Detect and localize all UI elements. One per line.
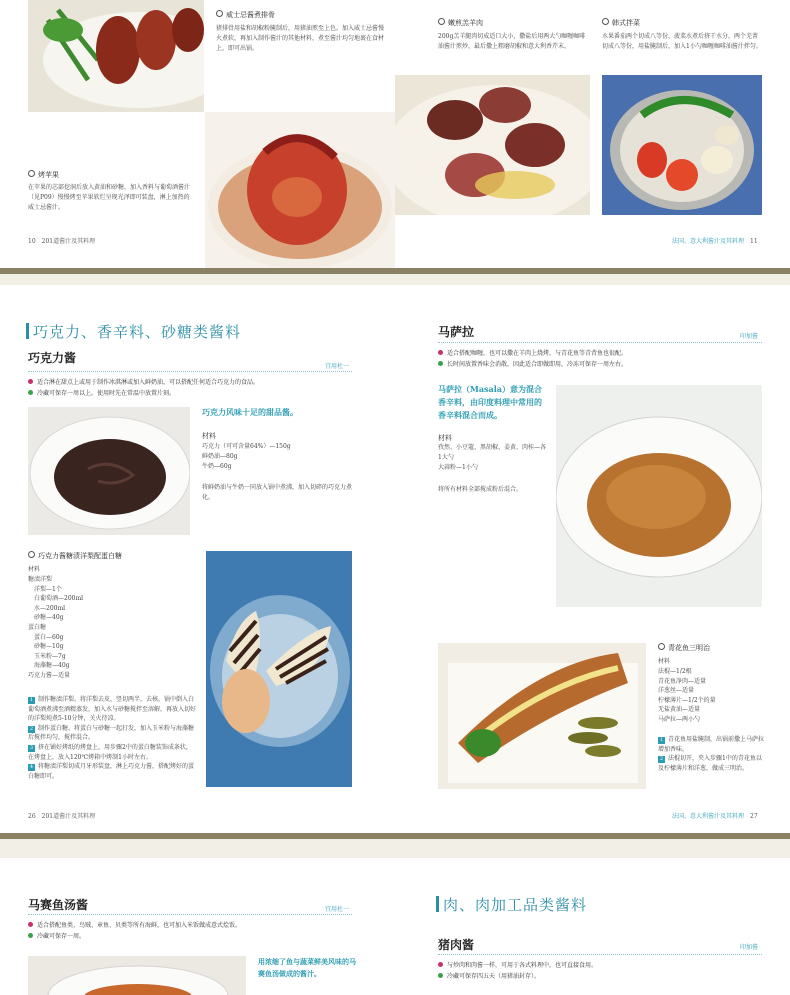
mackerel-sandwich-photo: [438, 643, 646, 789]
ingredient-item: 玉米粉—7g: [28, 652, 66, 660]
green-bullet-icon: [438, 973, 443, 978]
page-number: 11: [750, 238, 758, 245]
book-spread-middle: [0, 285, 790, 833]
sub-recipe-title: 青花鱼三明治: [668, 644, 710, 652]
ingredient-item: 砂糖—10g: [28, 643, 64, 651]
ingredient-item: 青花鱼净肉—适量: [658, 677, 707, 685]
green-bullet-icon: [438, 361, 443, 366]
bouillabaisse-sauce-photo: [28, 956, 246, 995]
spread-divider: [0, 268, 790, 274]
sub-ingredients-label: 材料: [658, 658, 671, 665]
storage-note: 冷藏可保存四五天（用猪油封存）。: [447, 973, 541, 980]
masala-spice-photo: [556, 385, 762, 607]
recipe-tag: 宜用杜一: [325, 906, 350, 913]
ingredient-item: 鲜奶油—80g: [202, 453, 238, 460]
sub-ingredients-label: 材料: [28, 566, 41, 573]
storage-note: 冷藏可保存一周。: [37, 933, 86, 940]
pink-bullet-icon: [28, 922, 33, 927]
step-item: 1 制作糖渍洋梨。将洋梨去皮，竖切两半，去核。锅中倒入白葡萄酒煮沸至酒精蒸发，加入水与砂糖搅拌至溶解，再放入切好的洋梨炖煮5-10分钟，关火待凉。: [28, 696, 197, 723]
chapter-marker: [26, 323, 29, 339]
method-text: 将所有材料全部搅成粉后混合。: [438, 486, 523, 493]
recipe-title: 猪肉酱: [438, 938, 475, 952]
step-item: 1 青花鱼用盐腌制，出锅前撒上马萨拉增加香味。: [658, 736, 765, 753]
ingredient-item: 蛋白糖: [28, 623, 47, 631]
page-footer: 201道酱汁及其料理: [41, 813, 96, 820]
lamb-recipe-title: 嫩煎羔羊肉: [448, 19, 483, 27]
ingredient-item: 巧克力酱—适量: [28, 671, 71, 679]
ring-bullet-icon: [602, 18, 609, 25]
ingredient-item: 无盐黄油—适量: [658, 706, 701, 714]
chapter-title: 肉、肉加工品类酱料: [443, 896, 588, 914]
recipe-tag: 印加酱: [740, 944, 759, 951]
chapter-title: 巧克力、香辛料、砂糖类酱料: [33, 323, 242, 341]
sauce-tagline: 用浓缩了鱼与蔬菜鲜美风味的马赛鱼汤做成的酱汁。: [258, 957, 356, 978]
page-footer: 法国、意大利酱汁及其料理: [672, 813, 745, 820]
spread-divider: [0, 833, 790, 839]
step-item: 2 制作蛋白糖。将蛋白与砂糖一起打发，加入玉米粉与海藻糖后搅拌均匀，搅拌混合。: [28, 724, 195, 742]
ingredients-label: 材料: [202, 432, 216, 440]
usage-note: 适合淋在甜点上或用于制作冰淇淋或加入鲜奶油，可以搭配任何适合巧克力的食品。: [37, 379, 260, 386]
apple-recipe-text: 在苹果的芯部挖洞后放入黄油和砂糖，加入香料与葡萄酒酱汁（见P09）慢慢烤至苹果软烂呈现光泽即可装盘，淋上加热的威士忌酱汁。: [28, 184, 191, 211]
lamb-photo: [395, 75, 590, 215]
page-number: 27: [750, 813, 758, 820]
ingredient-item: 蛋白—60g: [28, 633, 64, 641]
ingredient-item: 海藻糖—40g: [28, 662, 70, 670]
method-text: 将鲜奶油与牛奶一同放入锅中煮沸，加入切碎的巧克力煮化。: [202, 484, 353, 501]
ingredient-item: 柠檬薄片—1/2个的量: [658, 696, 716, 704]
recipe-title: 马赛鱼汤酱: [28, 898, 89, 912]
ingredient-item: 马萨拉—两小勺: [658, 715, 701, 723]
korean-recipe-text: 水果番茄两个切成八等份，菠菜水煮后挤干水分，两个芜菁切成八等份，用盐腌制后，加入1小勺咖喱咖啡油酱汁拌匀。: [602, 33, 762, 50]
baked-apple-photo: [205, 112, 395, 268]
ingredient-item: 砂糖—40g: [28, 614, 64, 622]
ring-bullet-icon: [216, 10, 223, 17]
page-footer: 法国、意大利酱汁及其料理: [672, 238, 745, 245]
step-item: 3 挤在铺好烤纸的烤盘上，用步骤2中的蛋白糖装饰成条状，在烤盘上，放入120℃烤箱中烤制1小时左右。: [28, 743, 192, 761]
ingredient-item: 糖渍洋梨: [28, 576, 53, 583]
ribs-recipe-text: 猪排骨用盐和胡椒粉腌制后，用猪油煎至上色。加入威士忌酱慢火煮软，再加入制作酱汁的其他材料，煮至酱汁均匀地裹在食材上，即可出锅。: [216, 25, 385, 52]
ring-bullet-icon: [28, 170, 35, 177]
chapter-marker: [436, 896, 439, 912]
usage-note: 适合搭配鱼类、鸟贼、章鱼、贝类等所有海鲜，也可加入米饭做成意式烩饭。: [37, 922, 242, 929]
ingredient-item: 洋梨—1个: [28, 585, 62, 593]
korean-recipe-title: 韩式拌菜: [612, 19, 640, 27]
page-number: 26: [28, 813, 36, 820]
title-rule: [28, 914, 352, 915]
recipe-tag: 印加酱: [740, 333, 759, 340]
ring-bullet-icon: [658, 643, 665, 650]
ingredient-item: 洋葱丝—适量: [658, 687, 695, 695]
storage-note: 冷藏可保存一周以上。使用时先在常温中放置片刻。: [37, 390, 176, 397]
ribs-recipe-title: 威士忌酱煮排骨: [226, 11, 275, 19]
page-number: 10: [28, 238, 36, 245]
recipe-title: 马萨拉: [438, 325, 475, 339]
ingredient-item: 牛奶—60g: [202, 463, 232, 470]
page-footer: 201道酱汁及其料理: [41, 238, 96, 245]
recipe-title: 巧克力酱: [28, 351, 77, 365]
poached-pear-photo: [206, 551, 352, 787]
green-bullet-icon: [28, 933, 33, 938]
ingredient-item: 大蒜粉—1小勺: [438, 464, 478, 471]
green-bullet-icon: [28, 390, 33, 395]
step-item: 4 将糖渍洋梨切成月牙形装盘，淋上巧克力酱，搭配烤好的蛋白糖即可。: [28, 763, 195, 780]
lamb-recipe-text: 200g羔羊腿肉切成适口大小，撒盐后用两大勺咖喱咖啡油酱汁煎炒，最后撒上粗磨胡椒和意大利香芹末。: [438, 33, 586, 50]
korean-salad-photo: [602, 75, 762, 215]
pink-bullet-icon: [28, 379, 33, 384]
pink-bullet-icon: [438, 350, 443, 355]
step-item: 2 法棍切开，夹入步骤1中的青花鱼以及柠檬薄片和洋葱，做成三明治。: [658, 755, 762, 772]
apple-recipe-title: 烤苹果: [38, 171, 59, 179]
title-rule: [438, 954, 762, 955]
sub-recipe-title: 巧克力酱糖渍洋梨配蛋白糖: [38, 552, 122, 560]
storage-note: 长时间放置香味会消散，因此适合即做即用，冷冻可保存一周左右。: [447, 361, 628, 368]
ingredient-item: 水—200ml: [28, 604, 66, 612]
ring-bullet-icon: [28, 551, 35, 558]
ingredient-item: 孜然、小豆蔻、黑胡椒、姜黄、肉桂—各1大勺: [438, 444, 547, 461]
sauce-tagline: 马萨拉（Masala）意为混合香辛料，由印度料理中常用的香辛料混合而成。: [438, 384, 542, 420]
ingredient-item: 巧克力（可可含量64%）—150g: [202, 443, 291, 450]
ribs-photo: [28, 0, 204, 112]
title-rule: [28, 371, 352, 372]
chocolate-sauce-photo: [28, 407, 190, 535]
pink-bullet-icon: [438, 962, 443, 967]
book-spread-bottom: [0, 858, 790, 995]
usage-note: 与炒肉和肉酱一样，可用于各式料理中，也可直接食用。: [447, 962, 598, 969]
ring-bullet-icon: [438, 18, 445, 25]
recipe-tag: 宜用杜一: [325, 363, 350, 370]
book-spread-top: [0, 0, 790, 268]
sauce-tagline: 巧克力风味十足的甜品酱。: [202, 407, 298, 417]
ingredients-label: 材料: [438, 434, 452, 442]
title-rule: [438, 342, 762, 343]
ingredient-item: 法棍—1/2根: [658, 668, 692, 675]
usage-note: 适合搭配咖喱，也可以撒在羊肉上烧烤，与青花鱼等青背鱼也很配。: [447, 350, 628, 357]
ingredient-item: 白葡萄酒—200ml: [28, 595, 84, 603]
